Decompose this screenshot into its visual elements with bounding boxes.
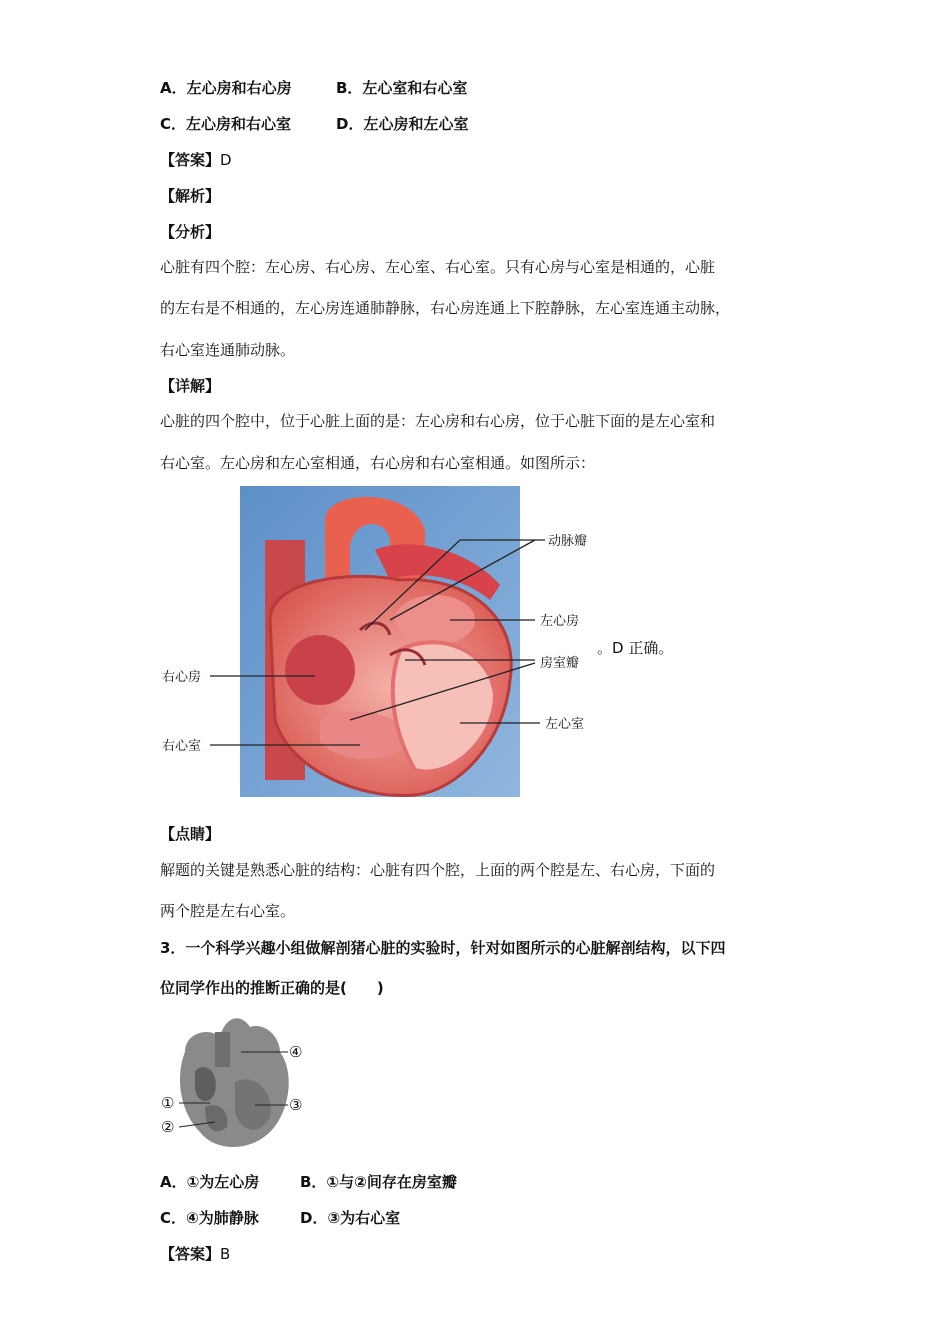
heart-diagram xyxy=(150,480,610,805)
label-youxinshi: 右心室 xyxy=(162,739,202,754)
label-youxinfang: 右心房 xyxy=(162,670,202,685)
option-c: C．左心房和右心室 xyxy=(160,115,292,133)
dianjing-line-2: 两个腔是左右心室。 xyxy=(160,902,296,920)
label-dongmaiban: 动脉瓣 xyxy=(548,534,588,549)
fenxi-line-1: 心脏有四个腔：左心房、右心房、左心室、右心室。只有心房与心室是相通的，心脏 xyxy=(160,258,716,276)
option-b: B．左心室和右心室 xyxy=(336,79,468,97)
label-zuoxinshi: 左心室 xyxy=(545,717,585,732)
section-dianjing: 【点睛】 xyxy=(160,825,221,843)
fenxi-line-2: 的左右是不相通的，左心房连通肺静脉，右心房连通上下腔静脉，左心室连通主动脉， xyxy=(160,299,731,317)
after-figure-text: 。D 正确。 xyxy=(597,639,674,657)
q3-marker-2: ② xyxy=(161,1118,175,1136)
answer-value: D xyxy=(220,151,232,169)
section-fenxi: 【分析】 xyxy=(160,223,221,241)
answer-line xyxy=(160,150,232,170)
q3-option-a: A．①为左心房 xyxy=(160,1173,260,1191)
option-d: D．左心房和左心室 xyxy=(336,115,469,133)
q3-option-b: B．①与②间存在房室瓣 xyxy=(300,1173,457,1191)
q3-marker-1: ① xyxy=(161,1094,175,1112)
q3-answer-label: 【答案】 xyxy=(160,1245,221,1263)
label-zuoxinfang: 左心房 xyxy=(540,614,580,629)
option-a: A．左心房和右心房 xyxy=(160,79,292,97)
q3-stem-line-2: 位同学作出的推断正确的是( ) xyxy=(160,979,384,997)
q3-marker-3: ③ xyxy=(289,1096,303,1114)
q3-stem-line-1: 3．一个科学兴趣小组做解剖猪心脏的实验时，针对如图所示的心脏解剖结构，以下四 xyxy=(160,939,726,957)
fenxi-line-3: 右心室连通肺动脉。 xyxy=(160,341,296,359)
q3-answer-line xyxy=(160,1244,230,1264)
section-xiangjie: 【详解】 xyxy=(160,377,221,395)
section-jiexi: 【解析】 xyxy=(160,187,221,205)
right-atrium-shape xyxy=(285,635,355,705)
q3-answer-value: B xyxy=(220,1245,231,1263)
label-fangshiban: 房室瓣 xyxy=(540,656,580,671)
q3-option-c: C．④为肺静脉 xyxy=(160,1209,259,1227)
q3-option-d: D．③为右心室 xyxy=(300,1209,401,1227)
answer-label: 【答案】 xyxy=(160,151,221,169)
q3-heart-diagram xyxy=(155,1012,315,1157)
xiangjie-line-2: 右心室。左心房和左心室相通，右心房和右心室相通。如图所示： xyxy=(160,454,596,472)
xiangjie-line-1: 心脏的四个腔中，位于心脏上面的是：左心房和右心房，位于心脏下面的是左心室和 xyxy=(160,412,716,430)
q3-vessel xyxy=(215,1032,230,1067)
dianjing-line-1: 解题的关键是熟悉心脏的结构：心脏有四个腔，上面的两个腔是左、右心房，下面的 xyxy=(160,861,716,879)
q3-marker-4: ④ xyxy=(289,1043,303,1061)
